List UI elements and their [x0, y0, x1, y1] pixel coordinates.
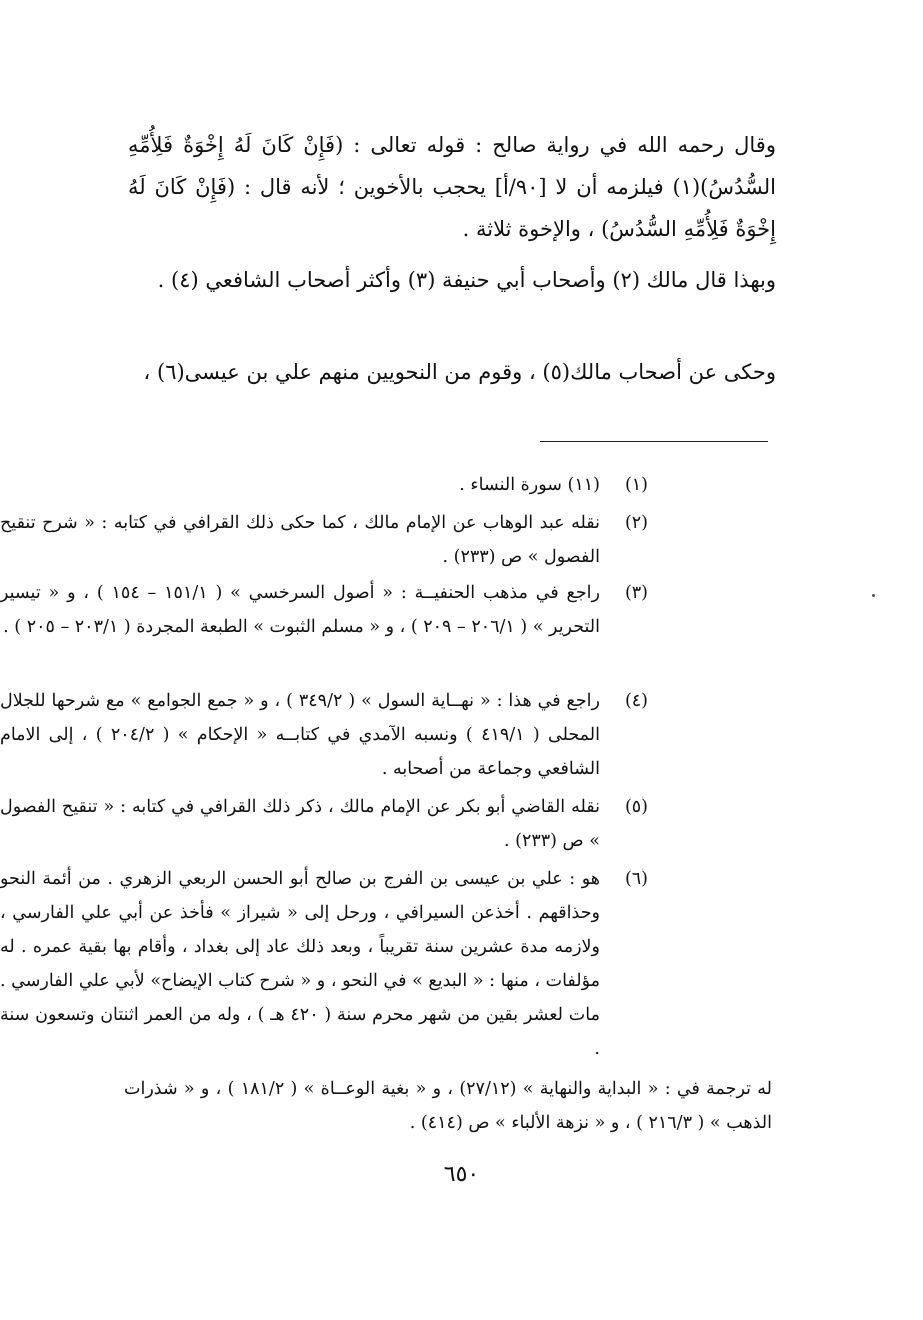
footnote-number: (٢) — [624, 513, 648, 533]
body-paragraph: وحكى عن أصحاب مالك(٥) ، وقوم من النحويين منهم علي بن عيسى(٦) ، — [143, 360, 776, 384]
footnote-text: نقله القاضي أبو بكر عن الإمام مالك ، ذكر ذلك القرافي في كتابه : « تنقيح الفصول » ص (٢٣٣) . — [0, 797, 600, 851]
footnote-text: نقله عبد الوهاب عن الإمام مالك ، كما حكى ذلك القرافي في كتابه : « شرح تنقيح الفصول » ص (٢٣٣) . — [0, 513, 600, 567]
footnote-3 — [0, 576, 648, 644]
footnote-text: (١١) سورة النساء . — [459, 475, 600, 495]
footnote-continuation: له ترجمة في : « البداية والنهاية » (٢٧/١٢) ، و « بغية الوعــاة » ( ١٨١/٢ ) ، و « شذرات الذهب » ( ٢١٦/٣ ) ، و « نزهة الألباء » ص (٤١٤) . — [124, 1079, 772, 1133]
footnote-separator — [540, 441, 768, 442]
footnote-text: راجع في مذهب الحنفيــة : « أصول السرخسي » ( ١٥١/١ – ١٥٤ ) ، و « تيسير التحرير » ( ٢٠٦/١ – ٢٠٩ ) ، و « مسلم الثبوت » الطبعة المجردة ( ٢٠٣/١ – ٢٠٥ ) . — [0, 583, 600, 637]
page-number: ٦٥٠ — [443, 1162, 480, 1187]
footnote-number: (٦) — [624, 869, 648, 889]
footnote-number: (٣) — [624, 583, 648, 603]
footnote-2 — [0, 506, 648, 574]
footnote-number: (٤) — [624, 691, 648, 711]
footnote-number: (١) — [624, 475, 648, 495]
footnote-6 — [0, 862, 648, 1066]
footnote-text: راجع في هذا : « نهــاية السول » ( ٣٤٩/٢ ) ، و « جمع الجوامع » مع شرحها للجلال المحلى ( ٤١٩/١ ) ونسبه الآمدي في كتابــه « الإحكام » ( ٢٠٤/٢ ) ، إلى الامام الشافعي وجماعة من أصحابه . — [0, 691, 600, 779]
footnote-text: هو : علي بن عيسى بن الفرج بن صالح أبو الحسن الربعي الزهري . من أئمة النحو وحذاقهم . أخذعن السيرافي ، ورحل إلى « شيراز » فأخذ عن أبي علي الفارسي ، ولازمه مدة عشرين سنة تقريباً ، وبعد ذلك عاد إلى بغداد ، وأقام بها بقية عمره . له مؤلفات ، منها : « البديع » في النحو ، و « شرح كتاب الإيضاح» لأبي علي الفارسي . مات لعشر بقين من شهر محرم سنة ( ٤٢٠ هـ ) ، وله من العمر اثنتان وتسعون سنة . — [0, 869, 600, 1059]
footnote-1 — [0, 468, 648, 502]
footnote-number: (٥) — [624, 797, 648, 817]
body-paragraph: وقال رحمه الله في رواية صالح : قوله تعالى : (فَإِنْ كَانَ لَهُ إِخْوَةٌ فَلِأُمِّهِ السُّدُسُ)(١) فيلزمه أن لا [٩٠/أ] يحجب بالأخوين ؛ لأنه قال : (فَإِنْ كَانَ لَهُ إِخْوَةٌ فَلِأُمِّهِ السُّدُسُ) ، والإخوة ثلاثة . — [128, 133, 776, 241]
footnote-5 — [0, 790, 648, 858]
footnote-4 — [0, 684, 648, 786]
scan-speck — [872, 594, 875, 597]
body-paragraph: وبهذا قال مالك (٢) وأصحاب أبي حنيفة (٣) وأكثر أصحاب الشافعي (٤) . — [157, 268, 776, 292]
